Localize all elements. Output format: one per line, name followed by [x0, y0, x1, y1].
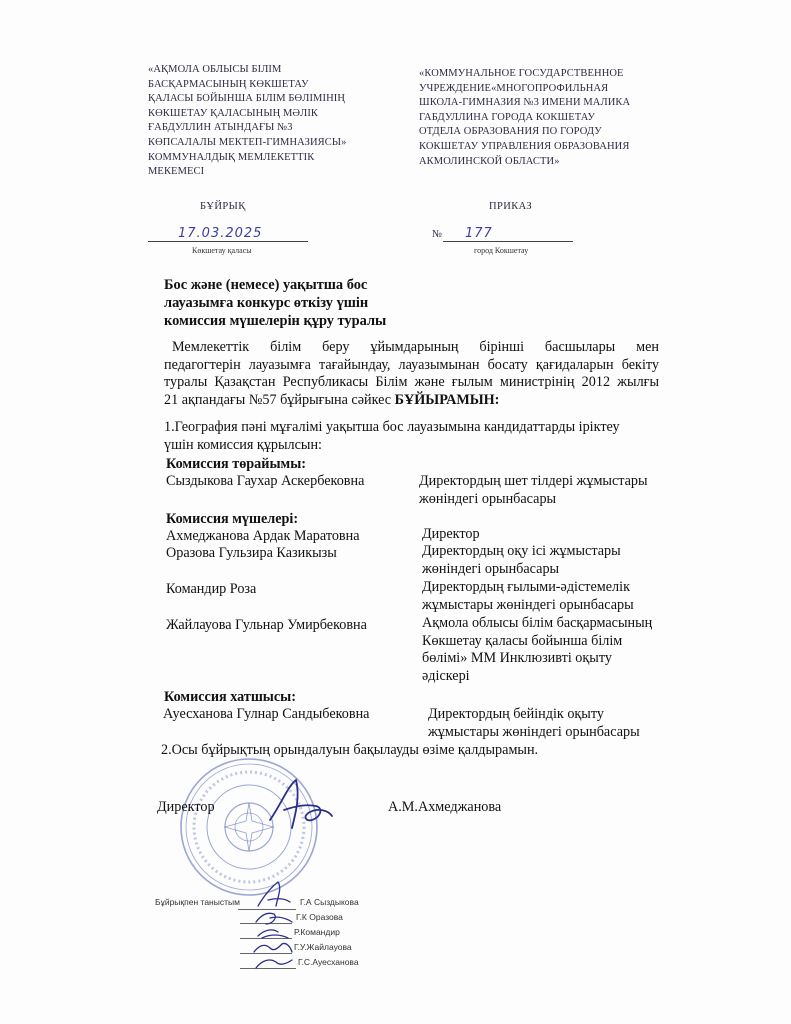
member-role-line: Директор [422, 526, 480, 542]
date-value: 17.03.2025 [178, 226, 263, 241]
header-left-line: МЕКЕМЕСІ [148, 166, 205, 178]
title-line: лауазымға конкурс өткізу үшін [164, 295, 369, 311]
header-right-line: УЧРЕЖДЕНИЕ«МНОГОПРОФИЛЬНАЯ [419, 82, 609, 94]
date-caption: Көкшетау қаласы [192, 246, 252, 255]
header-right-line: ГАБДУЛЛИНА ГОРОДА КОКШЕТАУ [419, 111, 596, 123]
signature-name: А.М.Ахмеджанова [388, 799, 502, 815]
member-role-line: бөлімі» ММ Инклюзивті оқыту [422, 650, 612, 667]
number-prefix: № [432, 229, 443, 240]
acknowledgement-label: Бұйрықпен таныстым [155, 897, 240, 907]
point-1 [164, 419, 664, 454]
header-right-line: ШКОЛА-ГИМНАЗИЯ №3 ИМЕНИ МАЛИКА [419, 97, 631, 109]
member-role [422, 526, 480, 544]
chair-role-line: Директордың шет тілдері жұмыстары [419, 473, 648, 489]
header-left-line: КӨПСАЛАЛЫ МЕКТЕП-ГИМНАЗИЯСЫ» [148, 136, 347, 148]
members-heading: Комиссия мүшелері: [166, 511, 299, 527]
member-name: Ахмеджанова Ардак Маратовна [166, 528, 360, 544]
doc-label-russian: ПРИКАЗ [489, 201, 532, 212]
ack-person: Р.Командир [294, 927, 340, 937]
chair-role-line: жөніндегі орынбасары [419, 490, 557, 507]
member-role-line: Директордың ғылыми-әдістемелік [422, 579, 630, 595]
header-left-line: «АҚМОЛА ОБЛЫСЫ БІЛІМ [148, 64, 282, 75]
secretary-role [428, 706, 640, 741]
header-left-line: ҒАБДУЛЛИН АТЫНДАҒЫ №3 [148, 122, 293, 134]
ack-person: Г.А Сыздыкова [300, 897, 359, 907]
member-role-line: жұмыстары жөніндегі орынбасары [422, 596, 634, 613]
preamble-line: 21 ақпандағы №57 бұйрығына сәйкес [164, 391, 392, 408]
preamble [164, 339, 659, 409]
chair-heading: Комиссия төрайымы: [166, 456, 306, 472]
acknowledgement-signatures [248, 878, 300, 974]
member-role-line: Көкшетау қаласы бойынша білім [422, 632, 623, 649]
number-caption: город Кокшетау [474, 246, 529, 255]
secretary-name: Ауесханова Гулнар Сандыбековна [163, 706, 370, 722]
ack-person: Г.С.Ауесханова [298, 957, 359, 967]
member-name: Командир Роза [166, 581, 257, 597]
preamble-line: Мемлекеттік білім беру ұйымдарының бірінші басшылары мен [172, 339, 659, 355]
number-value: 177 [465, 226, 493, 241]
member-role-line: Директордың оқу ісі жұмыстары [422, 543, 621, 559]
signature-title: Директор [157, 799, 215, 815]
header-right [419, 67, 659, 169]
ack-person: Г.К Оразова [296, 912, 343, 922]
member-role-line: жөніндегі орынбасары [422, 560, 560, 577]
preamble-line: туралы Қазақстан Республикасы Білім және ғылым министрінің 2012 жылғы [164, 374, 659, 391]
header-left-line: КӨКШЕТАУ ҚАЛАСЫНЫҢ МӘЛІК [148, 107, 319, 119]
doc-label-kazakh: БҰЙРЫҚ [200, 201, 246, 212]
header-left [148, 63, 378, 180]
chair-name: Сыздыкова Гаухар Аскербековна [166, 473, 365, 489]
header-right-line: «КОММУНАЛЬНОЕ ГОСУДАРСТВЕННОЕ [419, 68, 624, 79]
secretary-role-line: жұмыстары жөніндегі орынбасары [428, 723, 640, 740]
member-role [422, 579, 634, 614]
header-left-line: БАСҚАРМАСЫНЫҢ КӨКШЕТАУ [148, 78, 309, 90]
header-left-line: КОММУНАЛДЫҚ МЕМЛЕКЕТТІК [148, 151, 315, 163]
secretary-role-line: Директордың бейіндік оқыту [428, 706, 604, 722]
member-role-line: Ақмола облысы білім басқармасының [422, 615, 653, 631]
document-title [164, 276, 386, 330]
title-line: комиссия мүшелерін құру туралы [164, 313, 387, 329]
order-word: БҰЙЫРАМЫН: [394, 391, 500, 408]
title-line: Бос және (немесе) уақытша бос [164, 277, 368, 293]
member-name: Жайлауова Гульнар Умирбековна [166, 617, 367, 633]
ack-person: Г.У.Жайлауова [294, 942, 352, 952]
preamble-last-line [164, 392, 659, 410]
header-right-line: КОКШЕТАУ УПРАВЛЕНИЯ ОБРАЗОВАНИЯ [419, 140, 630, 152]
point-1-line: үшін комиссия құрылсын: [164, 436, 322, 453]
date-underline [148, 241, 308, 242]
secretary-heading: Комиссия хатшысы: [164, 689, 296, 705]
member-name: Оразова Гульзира Казикызы [166, 545, 337, 561]
point-1-line: 1.География пәні мұғалімі уақытша бос лауазымына кандидаттарды іріктеу [164, 419, 620, 435]
header-right-line: АКМОЛИНСКОЙ ОБЛАСТИ» [419, 155, 560, 167]
member-role-line: әдіскері [422, 667, 470, 684]
chair-role [419, 473, 648, 508]
point-2: 2.Осы бұйрықтың орындалуын бақылауды өзіме қалдырамын. [161, 742, 539, 758]
number-underline [443, 241, 573, 242]
header-right-line: ОТДЕЛА ОБРАЗОВАНИЯ ПО ГОРОДУ [419, 126, 602, 138]
director-signature [266, 776, 336, 832]
header-left-line: ҚАЛАСЫ БОЙЫНША БІЛІМ БӨЛІМІНІҢ [148, 93, 346, 105]
member-role [422, 543, 621, 578]
member-role [422, 615, 652, 685]
preamble-line: педагогтерін лауазымға тағайындау, лауазымынан босату қағидаларын бекіту [164, 356, 659, 373]
